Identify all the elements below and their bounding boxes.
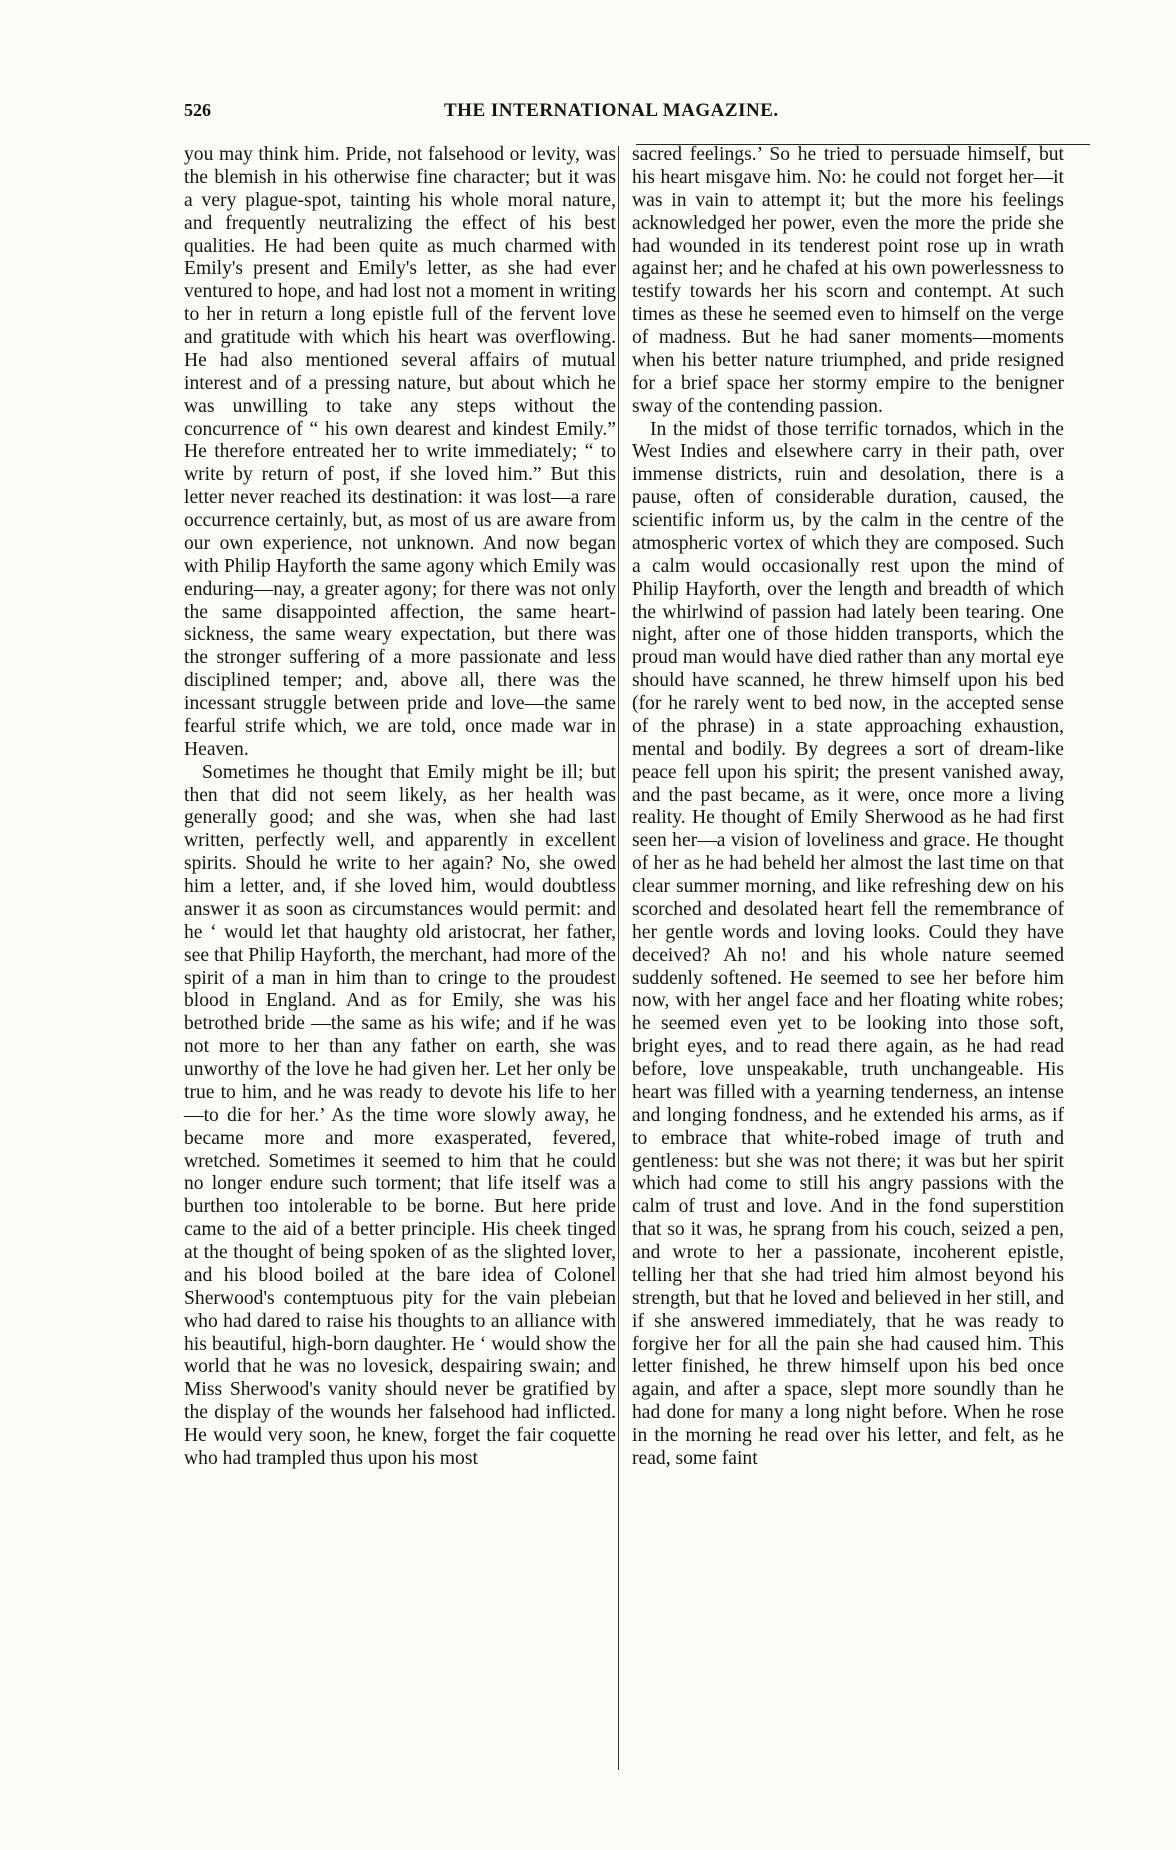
right-column <box>632 144 1064 1471</box>
paragraph: In the midst of those terrific tornados, which in the West Indies and elsewhere carry in their path, over immense districts, ruin and desolation, there is a pause, often of considerable duration, caused, the scientific inform us, by the calm in the centre of the atmospheric vortex of which they are composed. Such a calm would occasionally rest upon the mind of Philip Hayforth, over the length and breadth of which the whirlwind of passion had lately been tearing. One night, after one of those hidden transports, which the proud man would have died rather than any mortal eye should have scanned, he threw himself upon his bed (for he rarely went to bed now, in the accepted sense of the phrase) in a state approaching exhaustion, mental and bodily. By degrees a sort of dream-like peace fell upon his spirit; the present vanished away, and the past became, as it were, once more a living reality. He thought of Emily Sherwood as he had first seen her—a vision of loveliness and grace. He thought of her as he had beheld her almost the last time on that clear summer morning, and like refreshing dew on his scorched and desolated heart fell the remembrance of her gentle words and loving looks. Could they have deceived? Ah no! and his whole nature seemed suddenly softened. He seemed to see her before him now, with her angel face and her floating white robes; he seemed even yet to be looking into those soft, bright eyes, and to read there again, as he had read before, love unspeakable, truth unchangeable. His heart was filled with a yearning tenderness, an intense and longing fondness, and he extended his arms, as if to embrace that white-robed image of truth and gentleness: but she was not there; it was but her spirit which had come to still his angry passions with the calm of trust and love. And in the fond superstition that so it was, he sprang from his couch, seized a pen, and wrote to her a passionate, incoherent epistle, telling her that she had tried him almost beyond his strength, but that he loved and believed in her still, and if she answered immediately, that he was ready to forgive her for all the pain she had caused him. This letter finished, he threw himself upon his bed once again, and after a space, slept more soundly than he had done for many a long night before. When he rose in the morning he read over his letter, and felt, as he read, some faint <box>632 418 1064 1469</box>
paragraph: sacred feelings.’ So he tried to persuade himself, but his heart misgave him. No: he could not forget her—it was in vain to attempt it; but the more his feelings acknowledged her power, even the more the pride she had wounded in its tenderest point rose up in wrath against her; and he chafed at his own powerlessness to testify towards her his scorn and contempt. At such times as these he seemed even to himself on the verge of madness. But he had saner moments—moments when his better nature triumphed, and pride resigned for a brief space her stormy empire to the benigner sway of the contending passion. <box>632 144 1064 417</box>
column-divider <box>618 146 619 1770</box>
paragraph: Sometimes he thought that Emily might be ill; but then that did not seem likely, as her health was generally good; and she was, when she had last written, perfectly well, and apparently in excellent spirits. Should he write to her again? No, she owed him a letter, and, if she loved him, would doubtless answer it as soon as circumstances would permit: and he ‘ would let that haughty old aristocrat, her father, see that Philip Hayforth, the merchant, had more of the spirit of a man in him than to cringe to the proudest blood in England. And as for Emily, she was his betrothed bride —the same as his wife; and if he was not more to her than any father on earth, she was unworthy of the love he had given her. Let her only be true to him, and he was ready to devote his life to her—to die for her.’ As the time wore slowly away, he became more and more exasperated, fevered, wretched. Sometimes it seemed to him that he could no longer endure such torment; that life itself was a burthen too intolerable to be borne. But here pride came to the aid of a better principle. His cheek tinged at the thought of being spoken of as the slighted lover, and his blood boiled at the bare idea of Colonel Sherwood's contemptuous pity for the vain plebeian who had dared to raise his thoughts to an alliance with his beautiful, high-born daughter. He ‘ would show the world that he was no lovesick, despairing swain; and Miss Sherwood's vanity should never be gratified by the display of the wounds her falsehood had inflicted. He would very soon, he knew, forget the fair coquette who had trampled thus upon his most <box>184 761 616 1469</box>
left-column <box>184 144 616 1471</box>
page-header <box>184 100 1084 126</box>
paragraph: you may think him. Pride, not falsehood or levity, was the blemish in his otherwise fine character; but it was a very plague-spot, tainting his whole moral nature, and frequently neutralizing the effect of his best qualities. He had been quite as much charmed with Emily's present and Emily's letter, as she had ever ventured to hope, and had lost not a moment in writing to her in return a long epistle full of the fervent love and gratitude with which his heart was overflowing. He had also mentioned several affairs of mutual interest and of a pressing nature, but about which he was unwilling to take any steps without the concurrence of “ his own dearest and kindest Emily.” He therefore entreated her to write immediately; “ to write by return of post, if she loved him.” But this letter never reached its destination: it was lost—a rare occurrence certainly, but, as most of us are aware from our own experience, not unknown. And now began with Philip Hayforth the same agony which Emily was enduring—nay, a greater agony; for there was not only the same disappointed affection, the same heart-sickness, the same weary expectation, but there was the stronger suffering of a more passionate and less disciplined temper; and, above all, there was the incessant struggle between pride and love—the same fearful strife which, we are told, once made war in Heaven. <box>184 144 616 760</box>
running-title: THE INTERNATIONAL MAGAZINE. <box>444 100 779 121</box>
page-number: 526 <box>184 100 211 120</box>
